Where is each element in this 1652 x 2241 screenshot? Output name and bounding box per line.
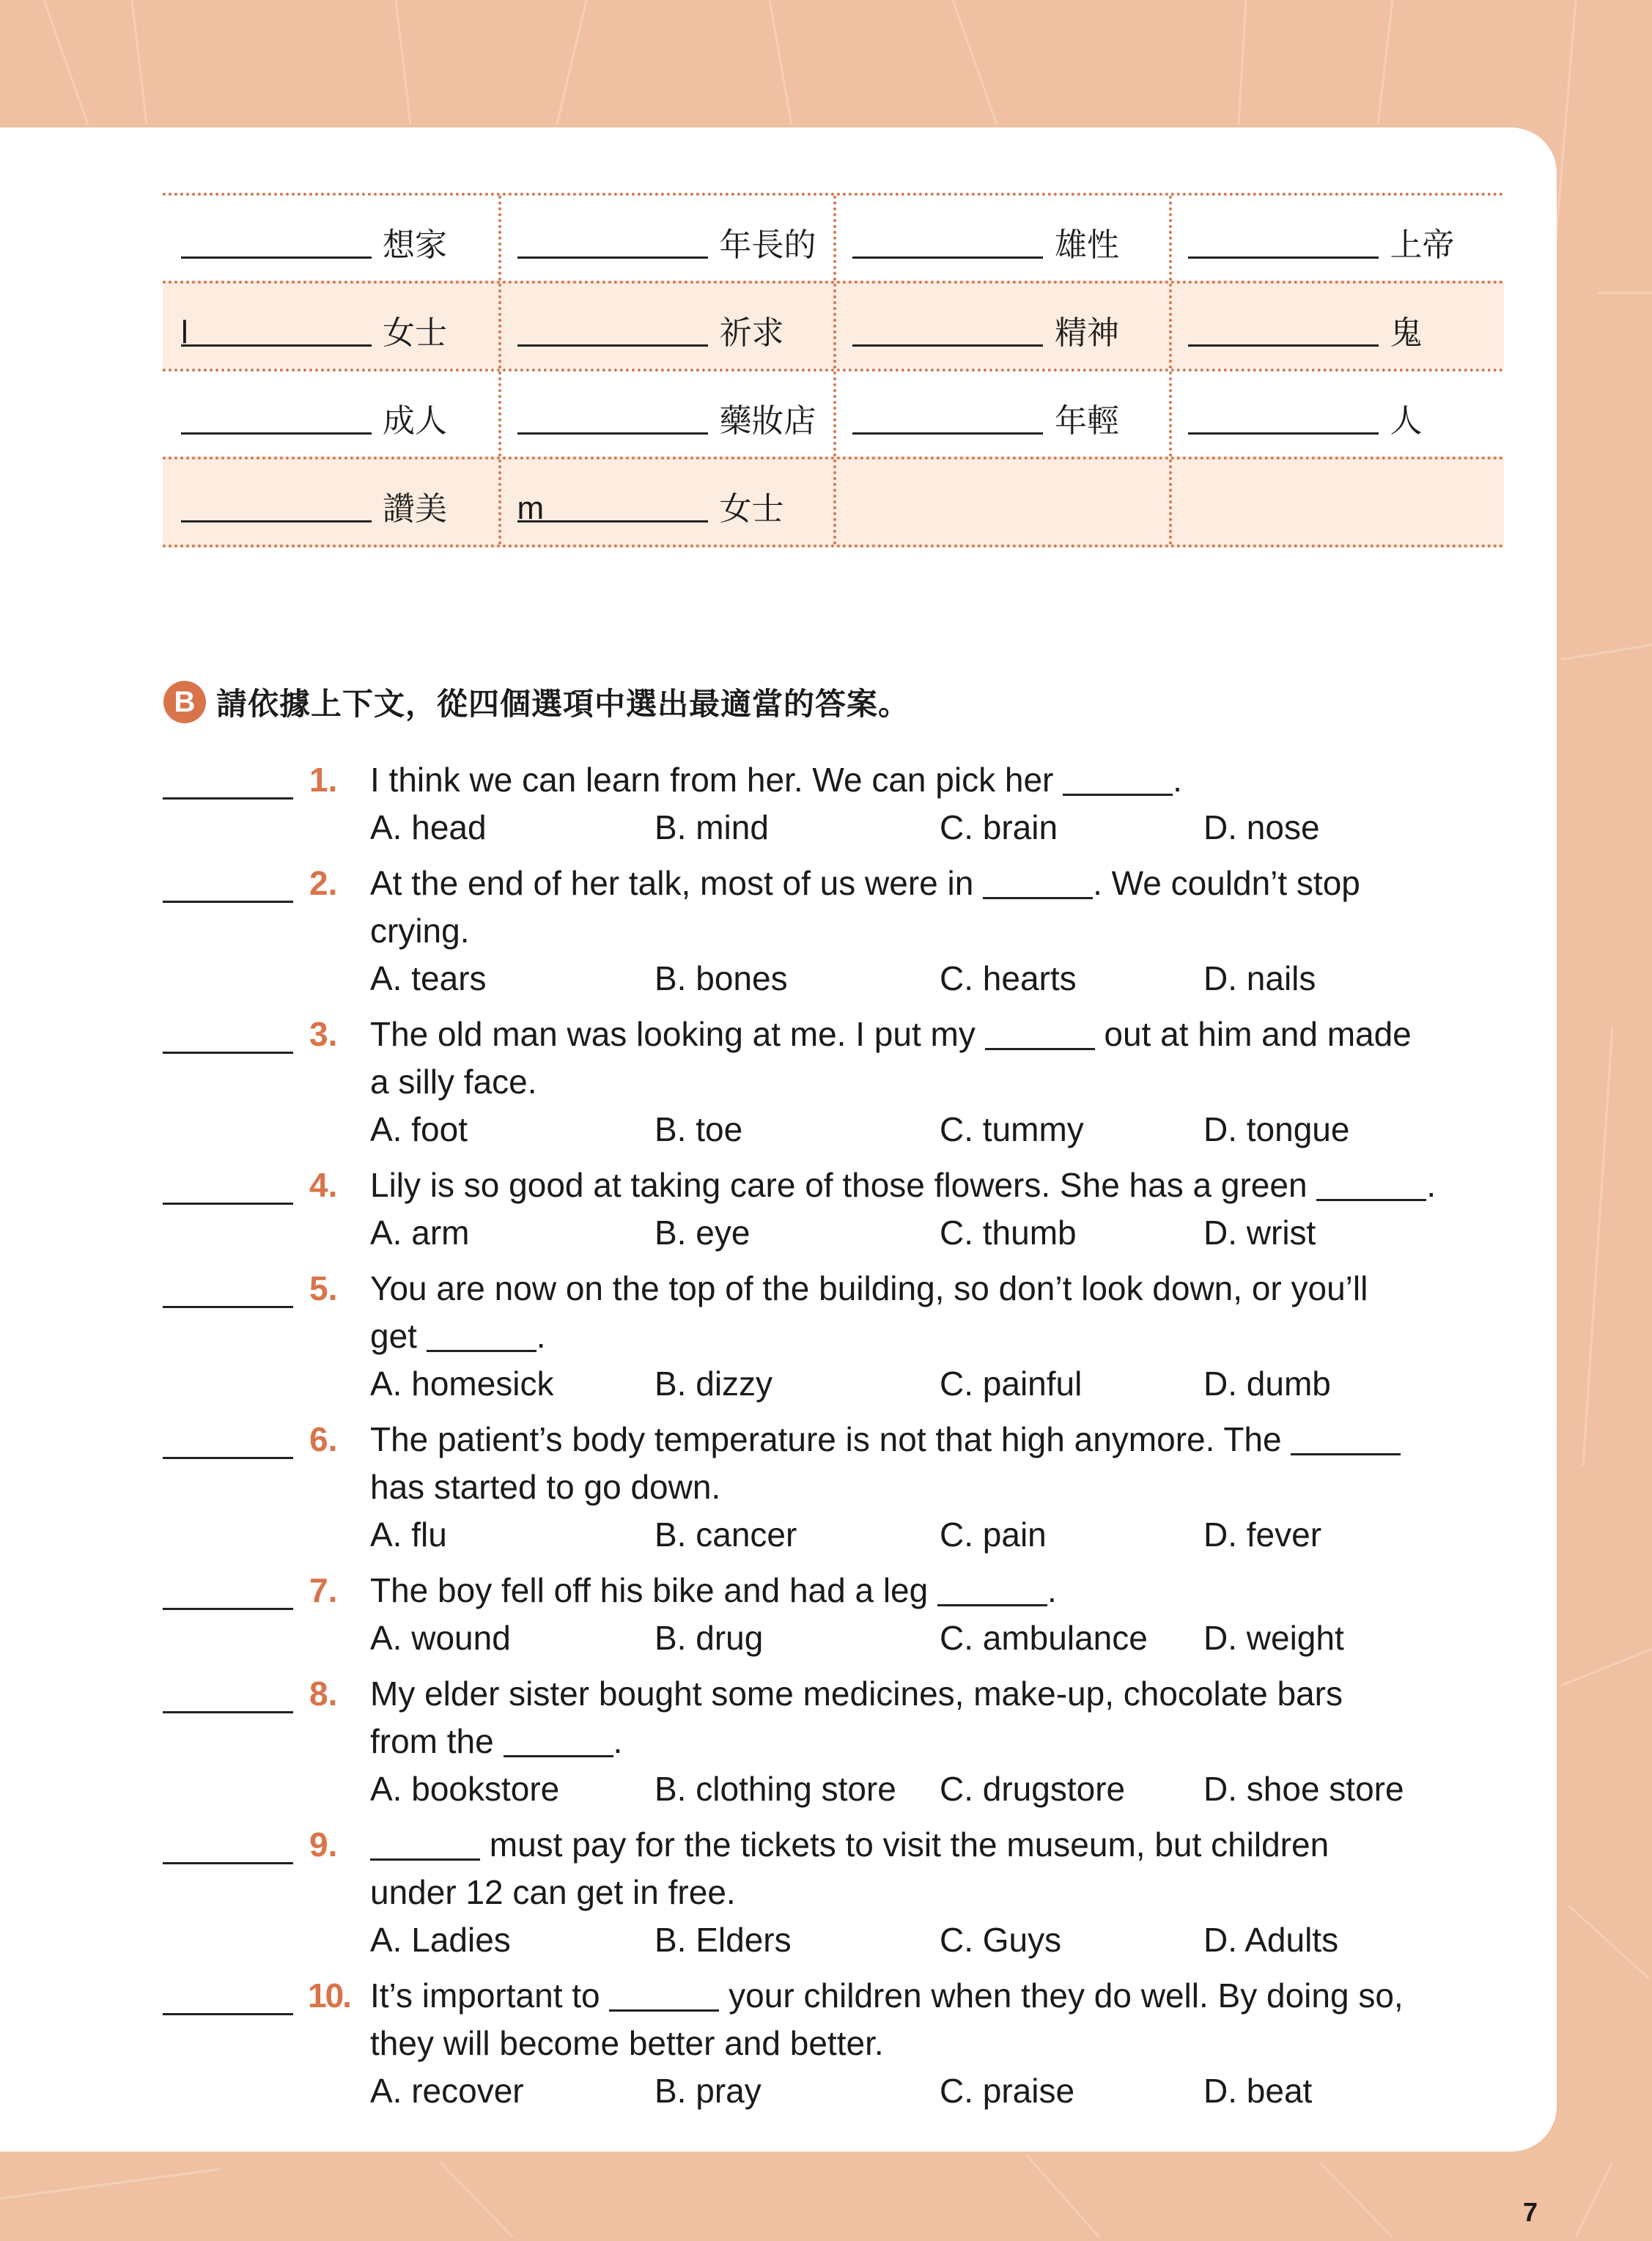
question-text: has started to go down. [370,1468,721,1506]
vocab-cell [498,284,834,369]
vocab-answer-blank[interactable] [1188,220,1379,259]
answer-blank[interactable] [163,1203,293,1205]
vocab-answer-blank[interactable] [517,308,708,347]
question-text: they will become better and better. [370,2024,884,2062]
option-a[interactable]: A. wound [370,1619,511,1657]
question-number: 1. [309,761,338,799]
question-text: The boy fell off his bike and had a leg [370,1571,938,1609]
vocab-answer-blank[interactable] [517,220,708,259]
answer-blank[interactable] [163,797,293,800]
vocab-chinese-meaning: 年長的 [719,226,816,264]
vocab-answer-blank[interactable] [1188,308,1379,347]
question-text: . We couldn’t stop [1093,864,1360,902]
option-row [370,804,1504,852]
option-a[interactable]: A. Ladies [370,1921,511,1959]
option-row [370,1511,1504,1559]
vocab-row [163,369,1504,457]
vocab-cell [833,196,1169,281]
question-text-line [370,1162,1504,1209]
vocab-row [163,193,1504,281]
option-c[interactable]: C. tummy [940,1110,1084,1148]
inline-fill-blank [1316,1165,1426,1201]
question-text: your children when they do well. By doing so, [719,1976,1404,2015]
option-a[interactable]: A. flu [370,1515,447,1554]
vocab-answer-blank[interactable] [852,220,1043,259]
question-text: . [1173,761,1182,799]
answer-blank[interactable] [163,1862,293,1864]
vocab-chinese-meaning: 成人 [383,402,447,440]
vocab-chinese-meaning: 雄性 [1055,226,1119,264]
question-text-line [370,1821,1504,1869]
page-number: 7 [1523,2197,1538,2227]
question-item [163,1162,1504,1257]
question-list [163,756,1504,2123]
vocab-cell [498,196,834,281]
question-number: 6. [309,1420,338,1458]
option-c[interactable]: C. drugstore [940,1770,1126,1808]
option-row [370,1360,1504,1408]
question-text: must pay for the tickets to visit the museum, but children [480,1825,1330,1864]
option-row [370,2067,1504,2115]
option-c[interactable]: C. thumb [940,1214,1077,1252]
option-row [370,1765,1504,1813]
answer-blank[interactable] [163,1608,293,1610]
question-item [163,1265,1504,1408]
question-item [163,860,1504,1003]
option-b[interactable]: B. mind [654,808,769,846]
vocab-cell [833,284,1169,369]
question-text-line [370,756,1504,804]
question-number: 4. [309,1166,338,1204]
question-text-line [370,1972,1504,2020]
option-d[interactable]: D. weight [1203,1619,1344,1657]
option-c[interactable]: C. hearts [940,959,1077,997]
vocab-chinese-meaning: 藥妝店 [719,402,816,440]
question-text: . [1047,1571,1057,1609]
question-text-line [370,1869,1504,1916]
option-a[interactable]: A. tears [370,959,487,997]
question-text-line [370,1011,1504,1058]
question-text: The patient’s body temperature is not that high anymore. The [370,1420,1291,1458]
question-text-line [370,1058,1504,1106]
vocab-table [163,193,1504,547]
question-text: Lily is so good at taking care of those flowers. She has a green [370,1166,1317,1204]
vocab-chinese-meaning: 女士 [719,490,784,528]
question-text: My elder sister bought some medicines, make-up, chocolate bars [370,1675,1343,1713]
option-c[interactable]: C. pain [940,1515,1047,1554]
vocab-cell [163,284,498,369]
option-b[interactable]: B. bones [654,959,788,997]
question-text: The old man was looking at me. I put my [370,1015,985,1053]
question-text: It’s important to [370,1976,610,2015]
question-text: I think we can learn from her. We can pick her [370,761,1063,799]
vocab-cell [1169,196,1505,281]
answer-blank[interactable] [163,1457,293,1459]
option-b[interactable]: B. toe [654,1110,743,1148]
inline-fill-blank [609,1976,719,2012]
answer-blank[interactable] [163,1711,293,1713]
option-c[interactable]: C. praise [940,2072,1075,2110]
option-b[interactable]: B. pray [654,2072,762,2110]
vocab-chinese-meaning: 祈求 [719,314,784,352]
vocab-answer-blank[interactable] [852,396,1043,435]
option-b[interactable]: B. drug [654,1619,764,1657]
vocab-cell [1169,284,1505,369]
option-b[interactable]: B. cancer [654,1515,797,1554]
option-c[interactable]: C. painful [940,1365,1083,1403]
question-text: At the end of her talk, most of us were in [370,864,984,902]
option-d[interactable]: D. Adults [1203,1921,1339,1959]
question-item [163,1567,1504,1662]
inline-fill-blank [985,1014,1095,1050]
option-b[interactable]: B. Elders [654,1921,792,1959]
vocab-cell [163,372,498,457]
question-item [163,756,1504,852]
option-d[interactable]: D. nose [1203,808,1320,846]
question-item [163,1972,1504,2115]
question-number: 3. [309,1015,338,1053]
option-a[interactable]: A. arm [370,1214,470,1252]
option-d[interactable]: D. fever [1203,1515,1322,1554]
vocab-answer-blank[interactable] [181,308,372,350]
vocab-row [163,457,1504,547]
vocab-answer-blank[interactable] [181,396,372,435]
answer-blank[interactable] [163,1306,293,1308]
section-b-header [163,680,910,724]
question-item [163,1416,1504,1559]
option-a[interactable]: A. head [370,808,487,846]
option-b[interactable]: B. dizzy [654,1365,773,1403]
question-text: crying. [370,912,470,950]
inline-fill-blank [504,1721,613,1757]
inline-fill-blank [937,1570,1047,1606]
vocab-chinese-meaning: 鬼 [1390,314,1423,352]
answer-blank[interactable] [163,2013,293,2015]
option-row [370,1106,1504,1153]
option-d[interactable]: D. wrist [1203,1214,1316,1252]
question-text-line [370,1718,1504,1765]
vocab-first-letter: m [517,490,545,526]
question-number: 7. [309,1571,338,1609]
option-b[interactable]: B. clothing store [654,1770,896,1808]
vocab-cell [833,459,1169,544]
question-text: a silly face. [370,1063,537,1101]
vocab-answer-blank[interactable] [517,396,708,435]
option-a[interactable]: A. bookstore [370,1770,560,1808]
option-a[interactable]: A. recover [370,2072,524,2110]
question-number: 9. [309,1825,338,1864]
vocab-chinese-meaning: 精神 [1055,314,1119,352]
inline-fill-blank [427,1316,536,1352]
question-text-line [370,1463,1504,1511]
vocab-answer-blank[interactable] [852,308,1043,347]
inline-fill-blank [370,1825,480,1861]
question-text: . [613,1722,623,1760]
question-item [163,1011,1504,1153]
question-item [163,1670,1504,1813]
option-a[interactable]: A. foot [370,1110,468,1148]
question-number: 2. [309,864,338,902]
question-number: 10. [308,1976,350,2015]
option-d[interactable]: D. nails [1203,959,1316,997]
vocab-chinese-meaning: 年輕 [1055,402,1119,440]
vocab-cell [1169,372,1505,457]
option-row [370,955,1504,1003]
option-c[interactable]: C. Guys [940,1921,1062,1959]
section-b-title: 請依據上下文，從四個選項中選出最適當的答案。 [216,686,910,722]
question-text: get [370,1317,427,1355]
option-row [370,1209,1504,1257]
question-number: 8. [309,1675,338,1713]
option-c[interactable]: C. brain [940,808,1058,846]
option-a[interactable]: A. homesick [370,1365,554,1403]
inline-fill-blank [983,863,1093,899]
vocab-cell [498,372,834,457]
section-b-badge: B [163,681,206,723]
vocab-answer-blank[interactable] [181,484,372,523]
option-b[interactable]: B. eye [654,1214,751,1252]
vocab-row [163,281,1504,369]
vocab-cell [498,459,834,544]
vocab-first-letter: l [181,314,188,350]
question-text: You are now on the top of the building, so don’t look down, or you’ll [370,1269,1368,1307]
option-d[interactable]: D. tongue [1203,1110,1350,1148]
vocab-answer-blank[interactable] [181,220,372,259]
vocab-answer-blank[interactable] [517,484,708,526]
option-d[interactable]: D. shoe store [1203,1770,1404,1808]
question-text-line [370,860,1504,907]
question-number: 5. [309,1269,338,1307]
answer-blank[interactable] [163,1052,293,1054]
option-d[interactable]: D. beat [1203,2072,1313,2110]
question-text-line [370,1265,1504,1313]
answer-blank[interactable] [163,901,293,903]
option-c[interactable]: C. ambulance [940,1619,1148,1657]
vocab-cell [833,372,1169,457]
question-text-line [370,1416,1504,1463]
vocab-cell [163,459,498,544]
vocab-chinese-meaning: 上帝 [1390,226,1455,264]
question-text-line [370,907,1504,955]
question-text: under 12 can get in free. [370,1873,736,1911]
question-text: from the [370,1722,504,1760]
question-text-line [370,1670,1504,1718]
vocab-chinese-meaning: 讚美 [383,490,447,528]
vocab-cell [1169,459,1505,544]
question-text-line [370,1313,1504,1360]
question-item [163,1821,1504,1964]
vocab-answer-blank[interactable] [1188,396,1379,435]
question-text: out at him and made [1094,1015,1412,1053]
option-row [370,1614,1504,1662]
question-text-line [370,2020,1504,2067]
inline-fill-blank [1291,1419,1401,1455]
inline-fill-blank [1063,760,1173,796]
question-text: . [1426,1166,1437,1204]
question-text: . [536,1317,546,1355]
question-text-line [370,1567,1504,1614]
vocab-chinese-meaning: 女士 [383,314,447,352]
vocab-cell [163,196,498,281]
vocab-chinese-meaning: 想家 [383,226,447,264]
option-d[interactable]: D. dumb [1203,1365,1331,1403]
vocab-chinese-meaning: 人 [1390,402,1423,440]
option-row [370,1916,1504,1964]
